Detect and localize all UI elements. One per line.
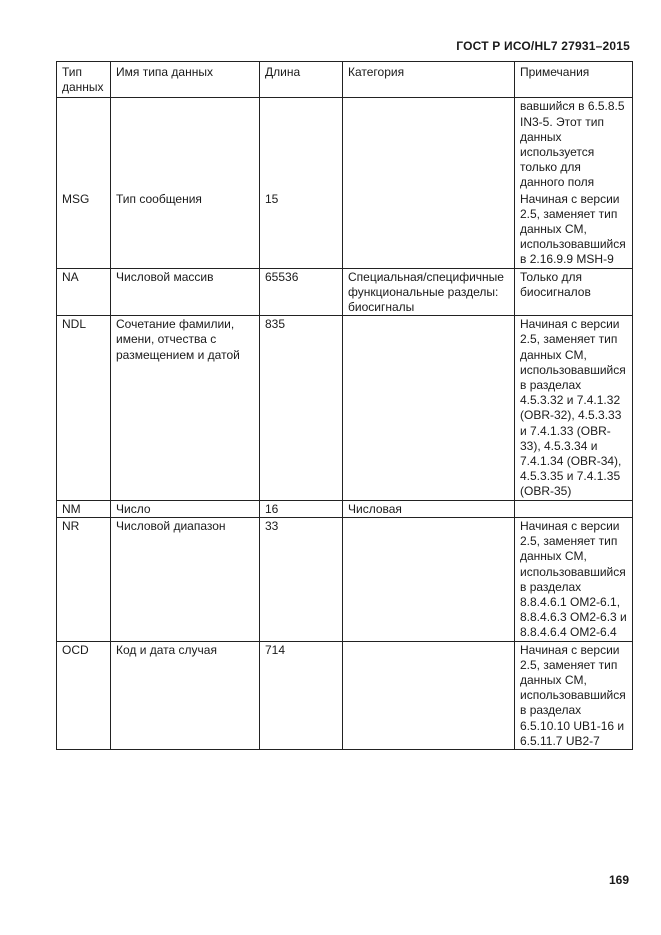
- cell-notes: Начиная с версии 2.5, заменяет тип данных CM, использовавшийся в разделах 4.5.3.32 и 7.4.1.32 (OBR-32), 4.5.3.33 и 7.4.1.33 (OBR-33), 4.5.3.34 и 7.4.1.34 (OBR-34), 4.5.3.35 и 7.4.1.35 (OBR-35): [515, 316, 633, 500]
- cell-notes: Только для биосигналов: [515, 268, 633, 316]
- cell-name: [111, 98, 260, 191]
- column-header-length: Длина: [260, 62, 343, 98]
- cell-length: 714: [260, 641, 343, 749]
- cell-category: Специальная/специфичные функциональные разделы: биосигналы: [343, 268, 515, 316]
- cell-type: NM: [57, 500, 111, 517]
- cell-type: [57, 98, 111, 191]
- cell-length: 65536: [260, 268, 343, 316]
- cell-category: [343, 191, 515, 269]
- table-row: [57, 641, 633, 749]
- table-row: [57, 500, 633, 517]
- cell-notes: вавшийся в 6.5.8.5 IN3-5. Этот тип данных используется только для данного поля: [515, 98, 633, 191]
- cell-type: OCD: [57, 641, 111, 749]
- cell-notes: Начиная с версии 2.5, заменяет тип данных CM, использовавшийся в разделах 6.5.10.10 UB1-16 и 6.5.11.7 UB2-7: [515, 641, 633, 749]
- cell-length: [260, 98, 343, 191]
- cell-length: 15: [260, 191, 343, 269]
- cell-name: Числовой массив: [111, 268, 260, 316]
- cell-type: MSG: [57, 191, 111, 269]
- cell-name: Числовой диапазон: [111, 517, 260, 641]
- cell-name: Число: [111, 500, 260, 517]
- cell-type: NDL: [57, 316, 111, 500]
- cell-category: [343, 641, 515, 749]
- table-row: [57, 268, 633, 316]
- standard-code: ГОСТ Р ИСО/HL7 27931–2015: [456, 39, 630, 53]
- column-header-notes: Примечания: [515, 62, 633, 98]
- data-types-table: [56, 61, 633, 750]
- cell-category: [343, 98, 515, 191]
- column-header-name: Имя типа данных: [111, 62, 260, 98]
- cell-category: [343, 316, 515, 500]
- table-header-row: [57, 62, 633, 98]
- cell-type: NA: [57, 268, 111, 316]
- column-header-type: Тип данных: [57, 62, 111, 98]
- cell-length: 835: [260, 316, 343, 500]
- table-row: [57, 517, 633, 641]
- cell-name: Сочетание фамилии, имени, отчества с размещением и датой: [111, 316, 260, 500]
- cell-notes: Начиная с версии 2.5, заменяет тип данных CM, использовавшийся в 2.16.9.9 MSH-9: [515, 191, 633, 269]
- cell-category: [343, 517, 515, 641]
- table-row: [57, 191, 633, 269]
- cell-notes: Начиная с версии 2.5, заменяет тип данных CM, использовавшийся в разделах 8.8.4.6.1 OM2-6.1, 8.8.4.6.3 OM2-6.3 и 8.8.4.6.4 OM2-6.4: [515, 517, 633, 641]
- column-header-category: Категория: [343, 62, 515, 98]
- cell-notes: [515, 500, 633, 517]
- cell-type: NR: [57, 517, 111, 641]
- table-row: [57, 98, 633, 191]
- cell-length: 33: [260, 517, 343, 641]
- cell-name: Тип сообщения: [111, 191, 260, 269]
- table-row: [57, 316, 633, 500]
- cell-category: Числовая: [343, 500, 515, 517]
- cell-name: Код и дата случая: [111, 641, 260, 749]
- cell-length: 16: [260, 500, 343, 517]
- page-number: 169: [608, 873, 629, 887]
